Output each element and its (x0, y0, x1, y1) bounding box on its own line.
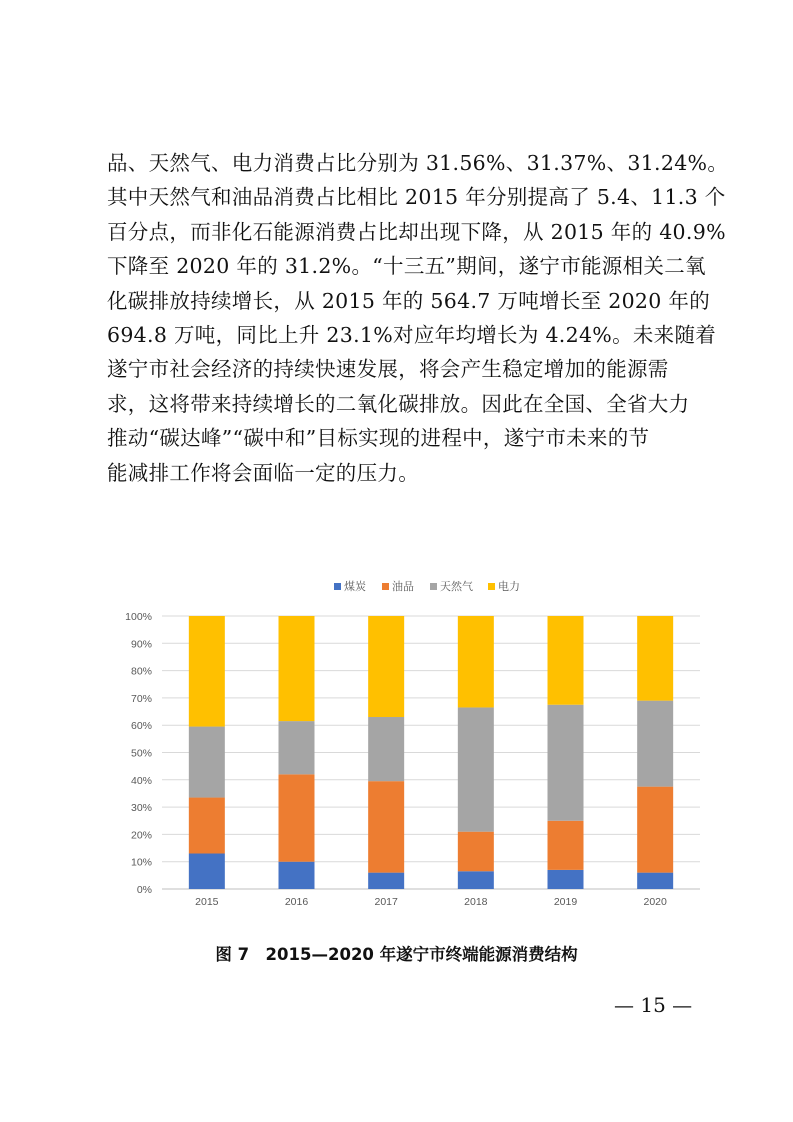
page-number: — 15 — (614, 993, 693, 1017)
bar-segment (279, 616, 315, 721)
bar-segment (368, 873, 404, 889)
y-tick-label: 40% (130, 774, 152, 787)
legend-label: 油品 (392, 580, 414, 593)
body-line: 推动“碳达峰”“碳中和”目标实现的进程中，遂宁市未来的节 (107, 426, 650, 451)
bar-segment (458, 707, 494, 831)
bar-segment (458, 871, 494, 889)
body-line: 能减排工作将会面临一定的压力。 (107, 460, 419, 485)
bar-segment (637, 787, 673, 873)
bar-segment (189, 616, 225, 727)
y-tick-label: 0% (136, 884, 152, 896)
body-line: 其中天然气和油品消费占比相比 2015 年分别提高了 5.4、11.3 个 (107, 185, 726, 210)
legend-label: 天然气 (440, 580, 473, 593)
x-tick-label: 2018 (464, 896, 488, 908)
legend-label: 煤炭 (344, 580, 366, 593)
bar-segment (548, 821, 584, 870)
body-line: 遂宁市社会经济的持续快速发展，将会产生稳定增加的能源需 (107, 357, 669, 382)
y-tick-label: 50% (130, 747, 152, 760)
energy-structure-chart (120, 570, 710, 915)
y-tick-label: 30% (130, 802, 152, 815)
legend-swatch (430, 583, 437, 590)
body-line: 下降至 2020 年的 31.2%。“十三五”期间，遂宁市能源相关二氧 (107, 254, 706, 279)
y-tick-label: 20% (130, 829, 152, 842)
body-line: 694.8 万吨，同比上升 23.1%对应年均增长为 4.24%。未来随着 (107, 322, 717, 347)
x-tick-label: 2017 (374, 896, 398, 908)
body-paragraph (107, 146, 729, 490)
bar-segment (189, 727, 225, 798)
bar-segment (279, 862, 315, 889)
y-tick-label: 70% (130, 692, 152, 705)
x-tick-label: 2019 (553, 896, 578, 908)
bar-segment (458, 616, 494, 707)
bar-segment (637, 701, 673, 787)
legend-swatch (382, 583, 389, 590)
y-tick-label: 100% (125, 611, 152, 623)
y-tick-label: 80% (130, 665, 152, 678)
bar-segment (368, 781, 404, 872)
bar-segment (189, 798, 225, 854)
bar-segment (637, 616, 673, 701)
legend-swatch (334, 583, 341, 590)
body-line: 化碳排放持续增长，从 2015 年的 564.7 万吨增长至 2020 年的 (107, 288, 711, 313)
bar-segment (637, 873, 673, 889)
bar-segment (279, 721, 315, 774)
bar-segment (548, 705, 584, 821)
y-tick-label: 10% (130, 856, 152, 869)
body-line: 百分点，而非化石能源消费占比却出现下降，从 2015 年的 40.9% (107, 219, 726, 244)
body-line: 求，这将带来持续增长的二氧化碳排放。因此在全国、全省大力 (107, 391, 690, 416)
bar-segment (368, 616, 404, 717)
x-tick-label: 2020 (643, 896, 667, 908)
figure-caption: 图 7 2015—2020 年遂宁市终端能源消费结构 (215, 945, 578, 964)
body-line: 品、天然气、电力消费占比分别为 31.56%、31.37%、31.24%。 (107, 151, 729, 175)
y-tick-label: 60% (130, 720, 152, 733)
bar-segment (279, 774, 315, 861)
bar-segment (548, 616, 584, 705)
legend-swatch (488, 583, 495, 590)
bar-segment (189, 854, 225, 889)
x-tick-label: 2016 (284, 896, 309, 908)
legend-label: 电力 (498, 580, 520, 593)
y-tick-label: 90% (130, 638, 152, 651)
x-tick-label: 2015 (195, 896, 219, 908)
bar-segment (368, 717, 404, 781)
bar-segment (548, 870, 584, 889)
bar-segment (458, 832, 494, 872)
